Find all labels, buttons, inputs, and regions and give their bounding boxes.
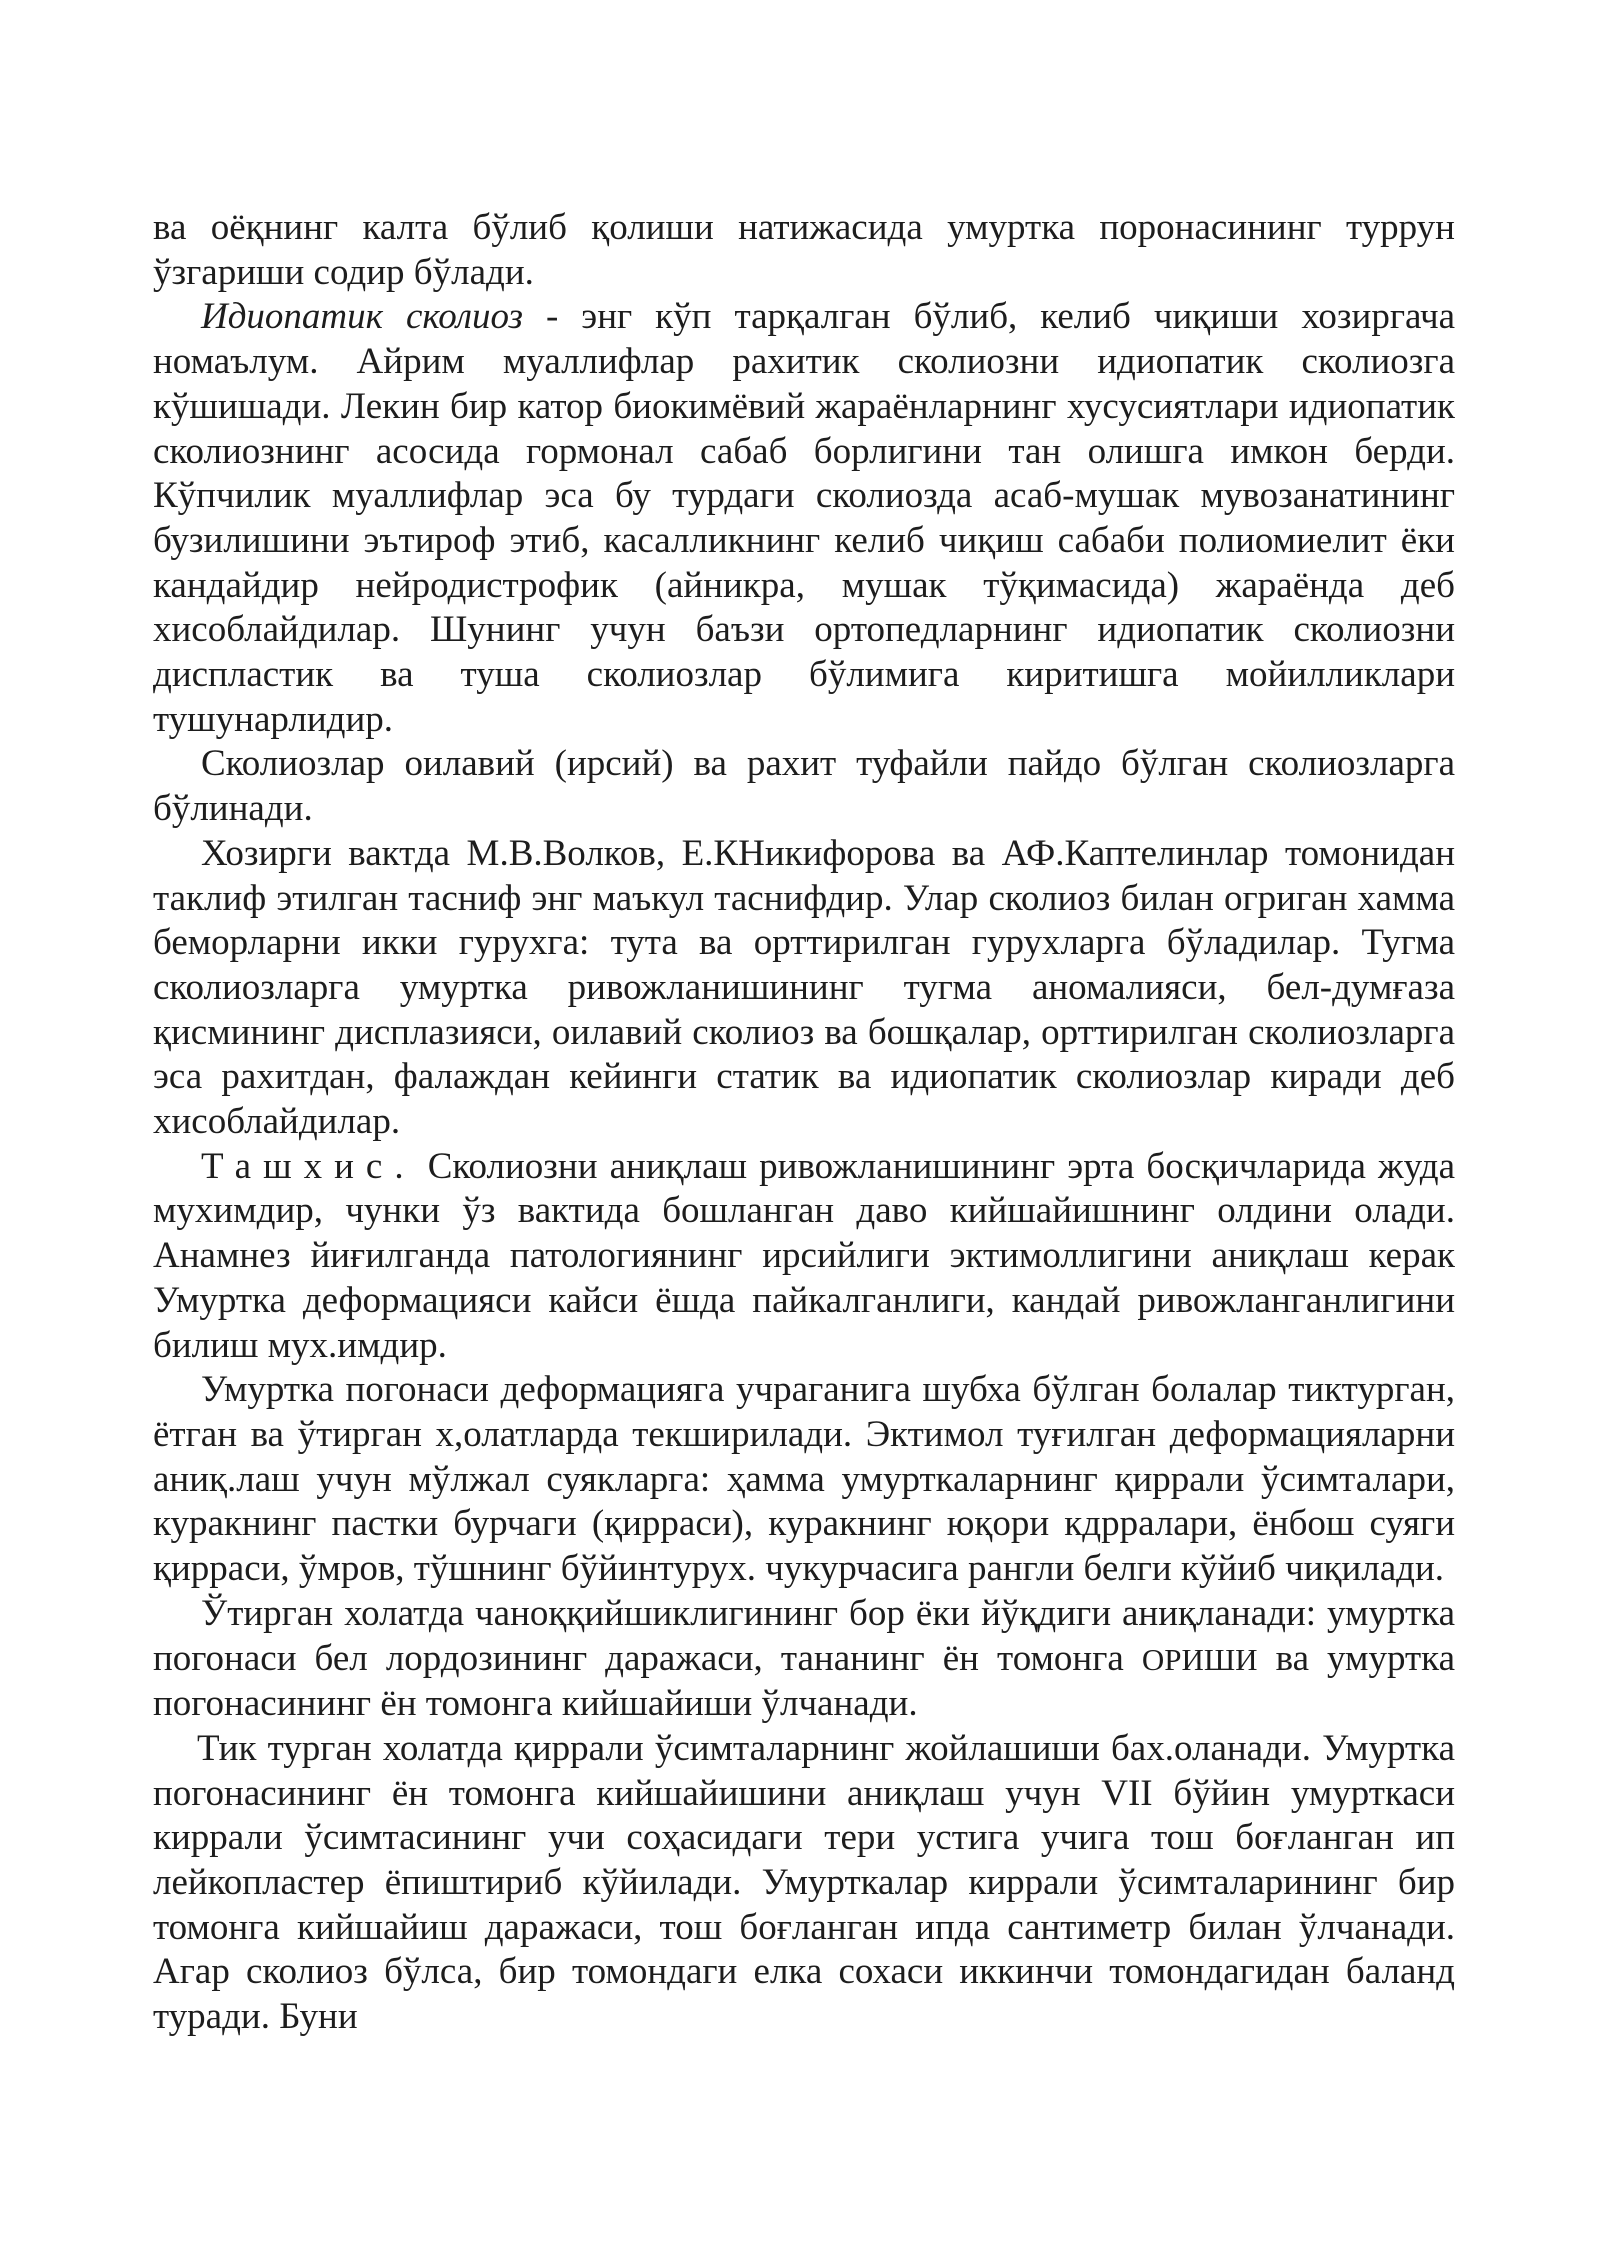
paragraph-8: Тик турган холатда қиррали ўсимталарнинг жойлашиши бах.оланади. Умуртка погонасининг ён томонга кийшайишини аниқлаш учун VII бўйин умурткаси киррали ўсимтасининг учи соҳасидаги тери устига учига тош боғланган ип лейкопластер ёпиштириб кўйилади. Умурткалар киррали ўсимталарининг бир томонга кийшайиш даражаси, тош боғланган ипда сантиметр билан ўлчанади. Агар сколиоз бўлса, бир томондаги елка сохаси иккинчи томондагидан баланд туради. Буни — [153, 1727, 1455, 2038]
paragraph-idiopathic-scoliosis — [153, 295, 1455, 742]
small-caps-word: ОРИШИ — [1141, 1641, 1258, 1677]
paragraph-text: - энг кўп тарқалган бўлиб, келиб чиқиши хозиргача номаълум. Айрим муаллифлар рахитик сколиозни идиопатик сколиозга кўшишади. Лекин бир катор биокимёвий жараёнларнинг хусусиятлари идиопатик сколиознинг асосида гормонал сабаб борлигини тан олишга имкон берди. Кўпчилик муаллифлар эса бу турдаги сколиозда асаб-мушак мувозанатининг бузилишини эътироф этиб, касалликнинг келиб чиқиш сабаби полиомиелит ёки кандайдир нейродистрофик (айникра, мушак тўқимасида) жараёнда деб хисоблайдилар. Шунинг учун баъзи ортопедларнинг идиопатик сколиозни диспластик ва туша сколиозлар бўлимига киритишга мойилликлари тушунарлидир. — [153, 296, 1456, 740]
document-page — [153, 206, 1455, 2040]
paragraph-1: ва оёқнинг калта бўлиб қолиши натижасида умуртка поронасининг туррун ўзгариши содир бўлади. — [153, 207, 1455, 293]
paragraph-diagnosis — [153, 1145, 1455, 1369]
paragraph-6: Умуртка погонаси деформацияга учраганига шубха бўлган болалар тиктурган, ётган ва ўтирган х,олатларда текширилади. Эктимол туғилган деформацияларни аниқ.лаш учун мўлжал суякларга: ҳамма умурткаларнинг қиррали ўсимталари, куракнинг пастки бурчаги (қирраси), куракнинг юқори кдрралари, ёнбош суяги қирраси, ўмров, тўшнинг бўйинтурух. чукурчасига рангли белги кўйиб чиқилади. — [153, 1369, 1455, 1590]
paragraph-3: Сколиозлар оилавий (ирсий) ва рахит туфайли пайдо бўлган сколиозларга бўлинади. — [153, 743, 1455, 830]
spaced-term: Ташхис. — [201, 1145, 416, 1187]
paragraph-text: ва умуртка погонасининг ён томонга кийшайиши ўлчанади. — [153, 1637, 1455, 1725]
paragraph-text: Сколиозни аниқлаш ривожланишининг эрта босқичларида жуда мухимдир, чунки ўз вактида бошланган даво кийшайишнинг олдини олади. Анамнез йиғилганда патологиянинг ирсийлиги эктимоллигини аниқлаш керак Умуртка деформацияси кайси ёшда пайкалганлиги, кандай ривожланганлигини билиш мух.имдир. — [153, 1145, 1455, 1366]
paragraph-text: Ўтирган холатда чаноққийшиклигининг бор ёки йўқдиги аниқланади: умуртка погонаси бел лордозининг даражаси, тананинг ён томонга — [153, 1592, 1455, 1679]
paragraph-4: Хозирги вактда М.В.Волков, Е.КНикифорова ва АФ.Каптелинлар томонидан таклиф этилган тасниф энг маъкул таснифдир. Улар сколиоз билан огриган хамма беморларни икки гурухга: тута ва орттирилган гурухларга бўладилар. Тугма сколиозларга умуртка ривожланишининг тугма аномалияси, бел-думғаза қисмининг дисплазияси, оилавий сколиоз ва бошқалар, орттирилган сколиозларга эса рахитдан, фалаждан кейинги статик ва идиопатик сколиозлар киради деб хисоблайдилар. — [153, 832, 1455, 1143]
paragraph-7 — [153, 1592, 1455, 1727]
italic-term: Идиопатик сколиоз — [201, 296, 523, 338]
